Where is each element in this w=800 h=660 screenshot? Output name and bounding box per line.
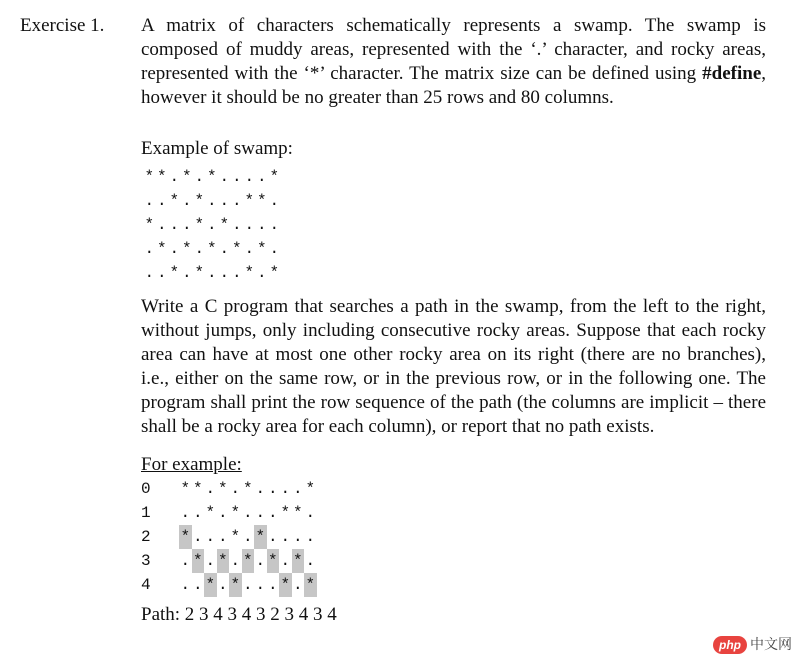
swamp-cell: . [181, 264, 192, 282]
grid-cell: . [180, 504, 191, 522]
swamp-cell: * [194, 216, 205, 234]
path-cell: * [217, 549, 230, 573]
watermark-text: 中文网 [750, 636, 792, 652]
path-cell: * [279, 573, 292, 597]
row-cells [179, 573, 317, 597]
grid-cell: . [230, 480, 241, 498]
swamp-cell: * [169, 264, 180, 282]
swamp-cell: . [219, 192, 230, 210]
swamp-cell: . [144, 264, 155, 282]
swamp-cell: . [269, 240, 280, 258]
swamp-cell: . [244, 168, 255, 186]
grid-cell: . [305, 528, 316, 546]
define-keyword: #define [702, 63, 762, 84]
grid-cell: . [217, 576, 228, 594]
row-cells [179, 525, 317, 549]
grid-cell: . [255, 552, 266, 570]
grid-cell: * [292, 504, 303, 522]
grid-cell: * [205, 504, 216, 522]
row-cells [179, 477, 317, 501]
row-index: 3 [141, 552, 151, 570]
row-cells [179, 501, 317, 525]
swamp-cell: . [219, 240, 230, 258]
swamp-cell: * [181, 240, 192, 258]
example-grid [141, 477, 766, 597]
row-index: 2 [141, 528, 151, 546]
grid-cell: . [192, 576, 203, 594]
exercise-body [141, 14, 766, 627]
swamp-cell: . [169, 168, 180, 186]
swamp-row [143, 261, 766, 285]
example-row [141, 477, 766, 501]
swamp-cell: . [256, 216, 267, 234]
swamp-cell: . [194, 168, 205, 186]
swamp-cell: * [156, 240, 167, 258]
path-result: Path: 2 3 4 3 4 3 2 3 4 3 4 [141, 604, 337, 625]
swamp-cell: . [219, 264, 230, 282]
swamp-cell: . [156, 264, 167, 282]
grid-cell: . [280, 552, 291, 570]
swamp-cell: * [244, 264, 255, 282]
swamp-cell: . [144, 192, 155, 210]
swamp-cell: . [206, 192, 217, 210]
swamp-cell: * [256, 240, 267, 258]
grid-cell: * [217, 480, 228, 498]
grid-cell: . [267, 528, 278, 546]
path-cell: * [292, 549, 305, 573]
example-title: Example of swamp: [141, 138, 293, 159]
swamp-row [143, 189, 766, 213]
grid-cell: . [255, 504, 266, 522]
row-cells [179, 549, 317, 573]
grid-cell: * [305, 480, 316, 498]
grid-cell: . [255, 576, 266, 594]
grid-cell: . [267, 480, 278, 498]
swamp-cell: * [231, 240, 242, 258]
grid-cell: . [292, 576, 303, 594]
swamp-cell: . [244, 216, 255, 234]
for-example-label: For example: [141, 454, 242, 475]
grid-cell: . [280, 528, 291, 546]
path-cell: * [304, 573, 317, 597]
swamp-cell: . [269, 192, 280, 210]
php-logo-icon: php [713, 636, 747, 654]
swamp-cell: . [231, 216, 242, 234]
site-watermark [713, 634, 792, 654]
grid-cell: . [267, 504, 278, 522]
grid-cell: * [230, 504, 241, 522]
row-index: 4 [141, 576, 151, 594]
grid-cell: . [205, 528, 216, 546]
swamp-cell: . [219, 168, 230, 186]
swamp-cell: * [269, 168, 280, 186]
grid-cell: . [230, 552, 241, 570]
grid-cell: . [192, 504, 203, 522]
swamp-cell: . [156, 192, 167, 210]
swamp-row [143, 165, 766, 189]
swamp-cell: * [244, 192, 255, 210]
swamp-cell: * [144, 168, 155, 186]
grid-cell: . [305, 504, 316, 522]
row-index: 0 [141, 480, 151, 498]
swamp-cell: * [194, 192, 205, 210]
swamp-cell: . [256, 264, 267, 282]
swamp-cell: * [194, 264, 205, 282]
path-cell: * [242, 549, 255, 573]
grid-cell: * [242, 480, 253, 498]
example-row [141, 549, 766, 573]
grid-cell: . [305, 552, 316, 570]
grid-cell: * [230, 528, 241, 546]
swamp-cell: * [269, 264, 280, 282]
path-cell: * [192, 549, 205, 573]
task-paragraph: Write a C program that searches a path in the swamp, from the left to the right, without jumps, only including consecutive rocky areas. Suppose that each rocky area can have at most one other rocky area on its right (there are no branches), i.e., either on the same row, or in the previous row, or in the following one. The program shall print the row sequence of the path (the columns are implicit – there shall be a rocky area for each column), or report that no path exists. [141, 296, 766, 437]
swamp-cell: . [156, 216, 167, 234]
row-index: 1 [141, 504, 151, 522]
grid-cell: . [242, 576, 253, 594]
grid-cell: . [242, 528, 253, 546]
swamp-example [143, 165, 766, 285]
intro-paragraph [141, 14, 766, 134]
swamp-cell: * [206, 240, 217, 258]
swamp-cell: * [219, 216, 230, 234]
swamp-cell: . [181, 192, 192, 210]
swamp-cell: . [256, 168, 267, 186]
grid-cell: . [180, 552, 191, 570]
swamp-cell: * [181, 168, 192, 186]
grid-cell: . [192, 528, 203, 546]
swamp-row [143, 237, 766, 261]
swamp-cell: . [194, 240, 205, 258]
exercise-label: Exercise 1. [20, 15, 105, 36]
swamp-cell: . [144, 240, 155, 258]
swamp-cell: * [256, 192, 267, 210]
swamp-cell: . [181, 216, 192, 234]
swamp-cell: . [206, 264, 217, 282]
swamp-cell: . [169, 240, 180, 258]
swamp-cell: . [231, 264, 242, 282]
path-cell: * [254, 525, 267, 549]
path-cell: * [204, 573, 217, 597]
swamp-cell: . [206, 216, 217, 234]
swamp-cell: * [169, 192, 180, 210]
swamp-row [143, 213, 766, 237]
intro-text-2: , however it should be no greater than 25 rows and 80 columns. [141, 63, 766, 108]
grid-cell: . [205, 480, 216, 498]
swamp-cell: . [231, 192, 242, 210]
grid-cell: . [180, 576, 191, 594]
swamp-cell: * [144, 216, 155, 234]
grid-cell: . [292, 480, 303, 498]
grid-cell: * [192, 480, 203, 498]
swamp-cell: * [206, 168, 217, 186]
grid-cell: * [180, 480, 191, 498]
example-row [141, 525, 766, 549]
path-cell: * [229, 573, 242, 597]
grid-cell: . [267, 576, 278, 594]
grid-cell: . [217, 528, 228, 546]
swamp-cell: . [169, 216, 180, 234]
grid-cell: . [255, 480, 266, 498]
grid-cell: . [280, 480, 291, 498]
grid-cell: . [205, 552, 216, 570]
path-cell: * [267, 549, 280, 573]
grid-cell: * [280, 504, 291, 522]
swamp-cell: . [269, 216, 280, 234]
intro-text-1: A matrix of characters schematically represents a swamp. The swamp is composed of muddy areas, represented with the ‘.’ character, and rocky areas, represented with the ‘*’ character. The matrix size can be defined using [141, 15, 766, 84]
example-row [141, 573, 766, 597]
path-cell: * [179, 525, 192, 549]
grid-cell: . [242, 504, 253, 522]
swamp-cell: . [244, 240, 255, 258]
swamp-cell: . [231, 168, 242, 186]
example-row [141, 501, 766, 525]
grid-cell: . [292, 528, 303, 546]
grid-cell: . [217, 504, 228, 522]
swamp-cell: * [156, 168, 167, 186]
